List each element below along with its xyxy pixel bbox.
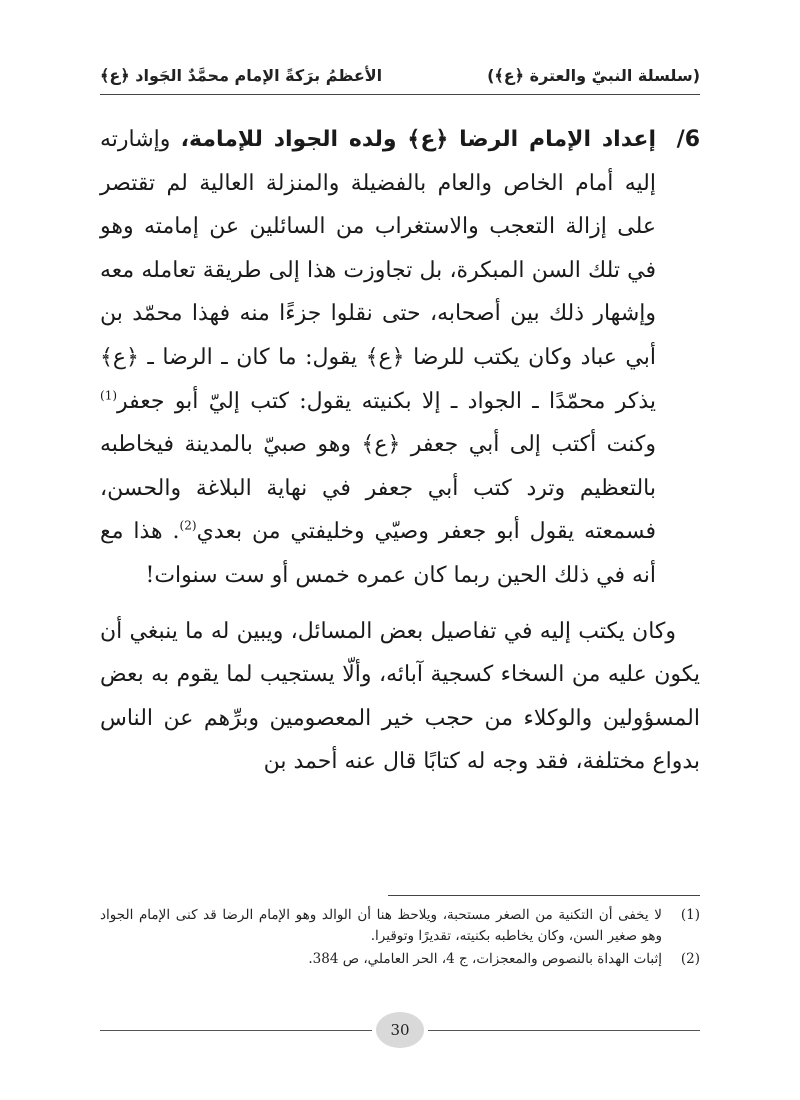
footnote-text: لا يخفى أن التكنية من الصغر مستحبة، ويلاحظ هنا أن الوالد وهو الإمام الرضا قد كنى الإمام الجواد وهو صغير السن، وكان يخاطبه بكنيته، تقديرًا وتوقيرا. bbox=[100, 907, 662, 944]
header-divider bbox=[100, 94, 700, 95]
footnote-ref-2[interactable]: (2) bbox=[179, 519, 197, 534]
page-number: 30 bbox=[390, 1021, 410, 1039]
paragraph-text-part-3: . هذا مع أنه في ذلك الحين ربما كان عمره خمس أو ست سنوات! bbox=[100, 519, 656, 588]
footnote-divider bbox=[388, 895, 700, 896]
footnote-ref-1[interactable]: (1) bbox=[100, 388, 118, 403]
paragraph-item-6 bbox=[100, 118, 700, 598]
paragraph-second: وكان يكتب إليه في تفاصيل بعض المسائل، ويبين له ما ينبغي أن يكون عليه من السخاء كسجية آبائه، وألّا يستجيب لما يقوم به بعض المسؤولين والوكلاء من حجب خير المعصومين وبرِّهم عن الناس بدواع مختلفة، فقد وجه له كتابًا قال عنه أحمد بن bbox=[100, 618, 700, 775]
footnote-label: (1) bbox=[680, 907, 700, 923]
item-heading: إعداد الإمام الرضا ﴿ﻉ﴾ ولده الجواد للإمامة، bbox=[180, 127, 656, 152]
footnote-text: إثبات الهداة بالنصوص والمعجزات، ج 4، الحر العاملي، ص 384. bbox=[308, 951, 662, 967]
book-title: الأعظمُ برَكةً الإمام محمَّدٌ الجَواد ﴿ﻉ﴾ bbox=[100, 65, 383, 85]
page-number-area bbox=[100, 1012, 700, 1048]
paragraph-text-part-1: وإشارته إليه أمام الخاص والعام بالفضيلة والمنزلة العالية لم تقتصر على إزالة التعجب والاستغراب من السائلين عن إمامته وهو في تلك السن المبكرة، بل تجاوزت هذا إلى طريقة تعامله معه وإشهار ذلك بين أصحابه، حتى نقلوا جزءًا منه فهذا محمّد بن أبي عباد وكان يكتب للرضا ﴿ﻉ﴾ يقول: ما كان ـ الرضا ـ ﴿ﻉ﴾ يذكر محمّدًا ـ الجواد ـ إلا بكنيته يقول: كتب إليّ أبو جعفر bbox=[100, 127, 656, 414]
series-title: (سلسلة النبيّ والعترة ﴿ﻉ﴾) bbox=[487, 65, 700, 85]
running-header bbox=[100, 58, 700, 92]
page-number-badge bbox=[376, 1012, 424, 1048]
main-text bbox=[100, 118, 700, 784]
footnote-label: (2) bbox=[680, 951, 700, 967]
footnote-2 bbox=[100, 949, 700, 970]
item-number: 6/ bbox=[676, 127, 700, 152]
paragraph-text-part-2: وكنت أكتب إلى أبي جعفر ﴿ﻉ﴾ وهو صبيّ بالمدينة فيخاطبه بالتعظيم وترد كتب أبي جعفر في نهاية البلاغة والحسن، فسمعته يقول أبو جعفر وصيّي وخليفتي من بعدي bbox=[100, 432, 657, 545]
page-number-rule-left bbox=[100, 1030, 372, 1031]
footnotes bbox=[100, 905, 700, 972]
footnote-1 bbox=[100, 905, 700, 947]
page-number-rule-right bbox=[428, 1030, 700, 1031]
